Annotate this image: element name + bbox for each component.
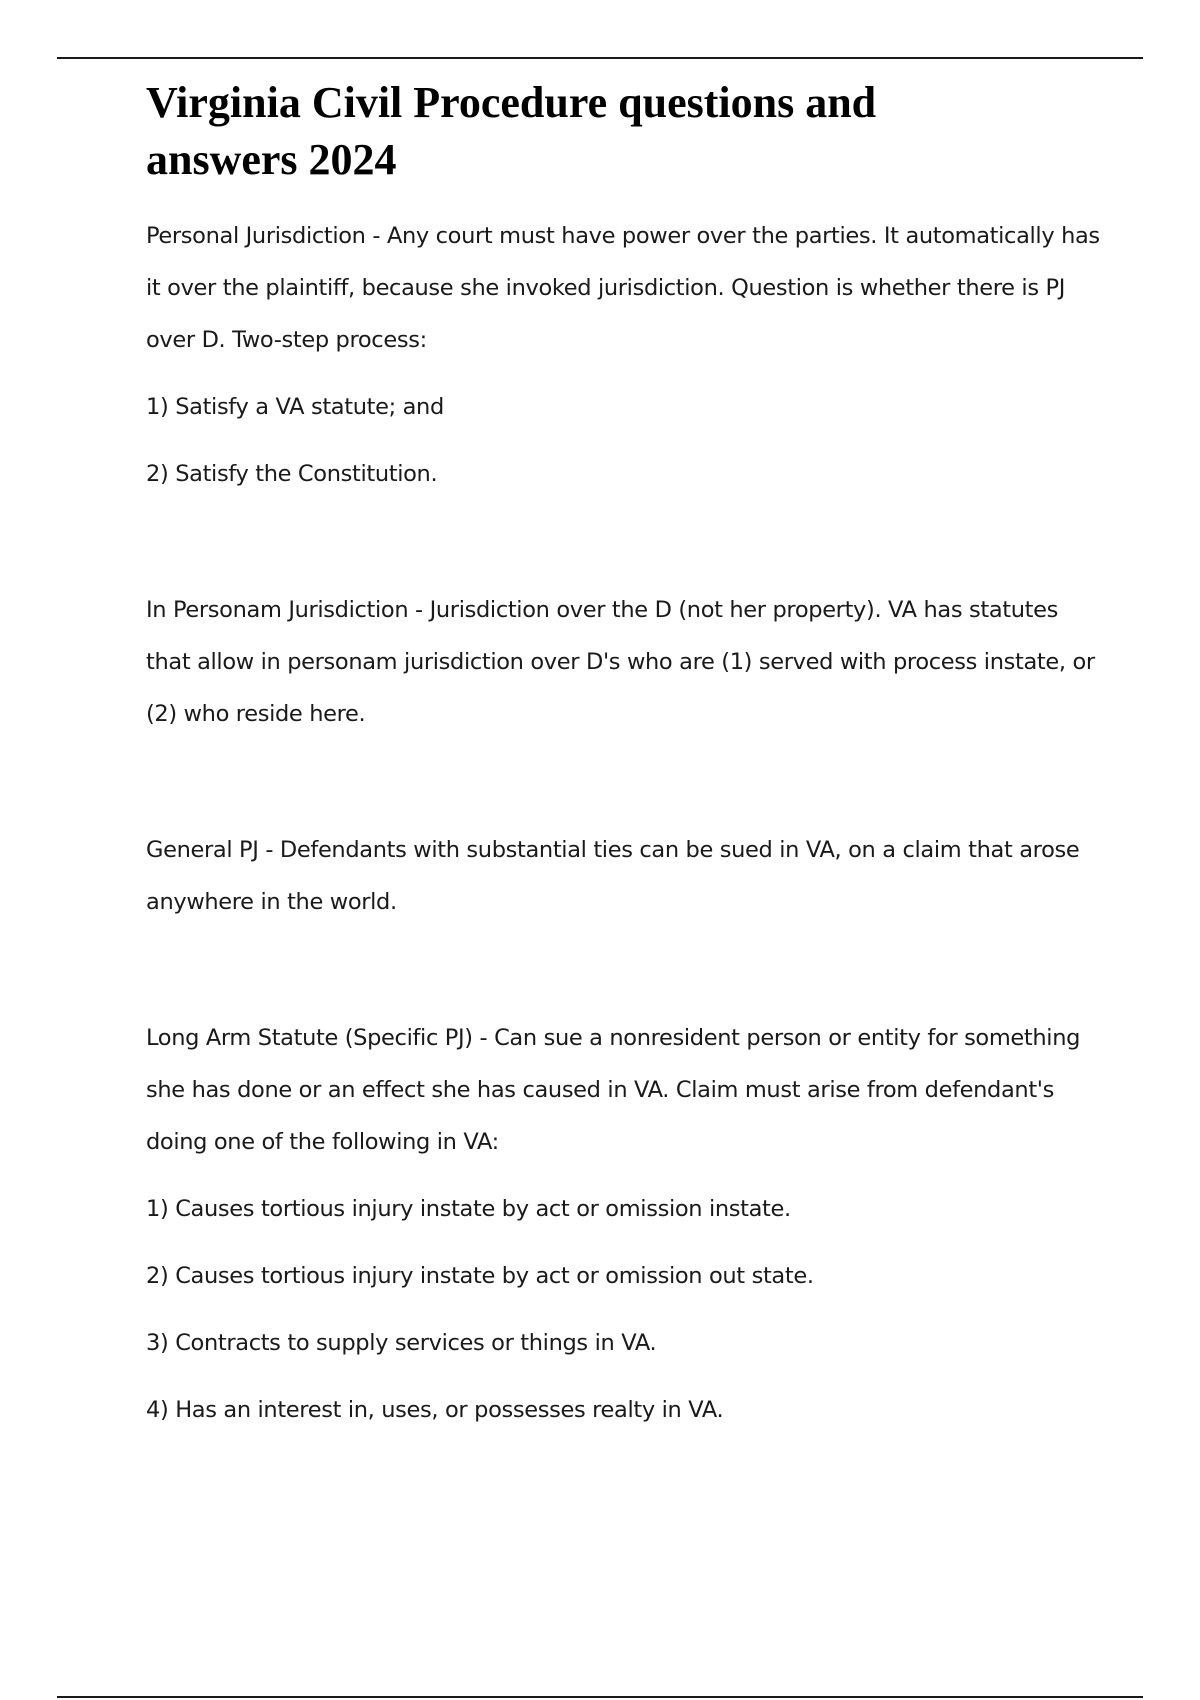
section-in-personam-jurisdiction: In Personam Jurisdiction - Jurisdiction over the D (not her property). VA has statutes that allow in personam jurisdiction over D's who are (1) served with process instate, or (2) who reside here. xyxy=(146,597,1095,727)
top-divider xyxy=(57,57,1143,59)
list-item: 4) Has an interest in, uses, or possesses realty in VA. xyxy=(146,1397,724,1423)
document-body xyxy=(146,74,1106,1436)
section-personal-jurisdiction: Personal Jurisdiction - Any court must have power over the parties. It automatically has it over the plaintiff, because she invoked jurisdiction. Question is whether there is PJ over D. Two-step process: xyxy=(146,223,1100,353)
list-item: 1) Causes tortious injury instate by act or omission instate. xyxy=(146,1196,791,1222)
list-item: 1) Satisfy a VA statute; and xyxy=(146,394,444,420)
section-long-arm-statute: Long Arm Statute (Specific PJ) - Can sue a nonresident person or entity for something she has done or an effect she has caused in VA. Claim must arise from defendant's doing one of the following in VA: xyxy=(146,1025,1081,1155)
list-item: 2) Satisfy the Constitution. xyxy=(146,461,438,487)
document-title: Virginia Civil Procedure questions and answers 2024 xyxy=(146,78,877,184)
list-item: 2) Causes tortious injury instate by act or omission out state. xyxy=(146,1263,814,1289)
section-general-pj: General PJ - Defendants with substantial ties can be sued in VA, on a claim that arose anywhere in the world. xyxy=(146,837,1080,915)
bottom-divider xyxy=(57,1696,1143,1698)
list-item: 3) Contracts to supply services or things in VA. xyxy=(146,1330,657,1356)
